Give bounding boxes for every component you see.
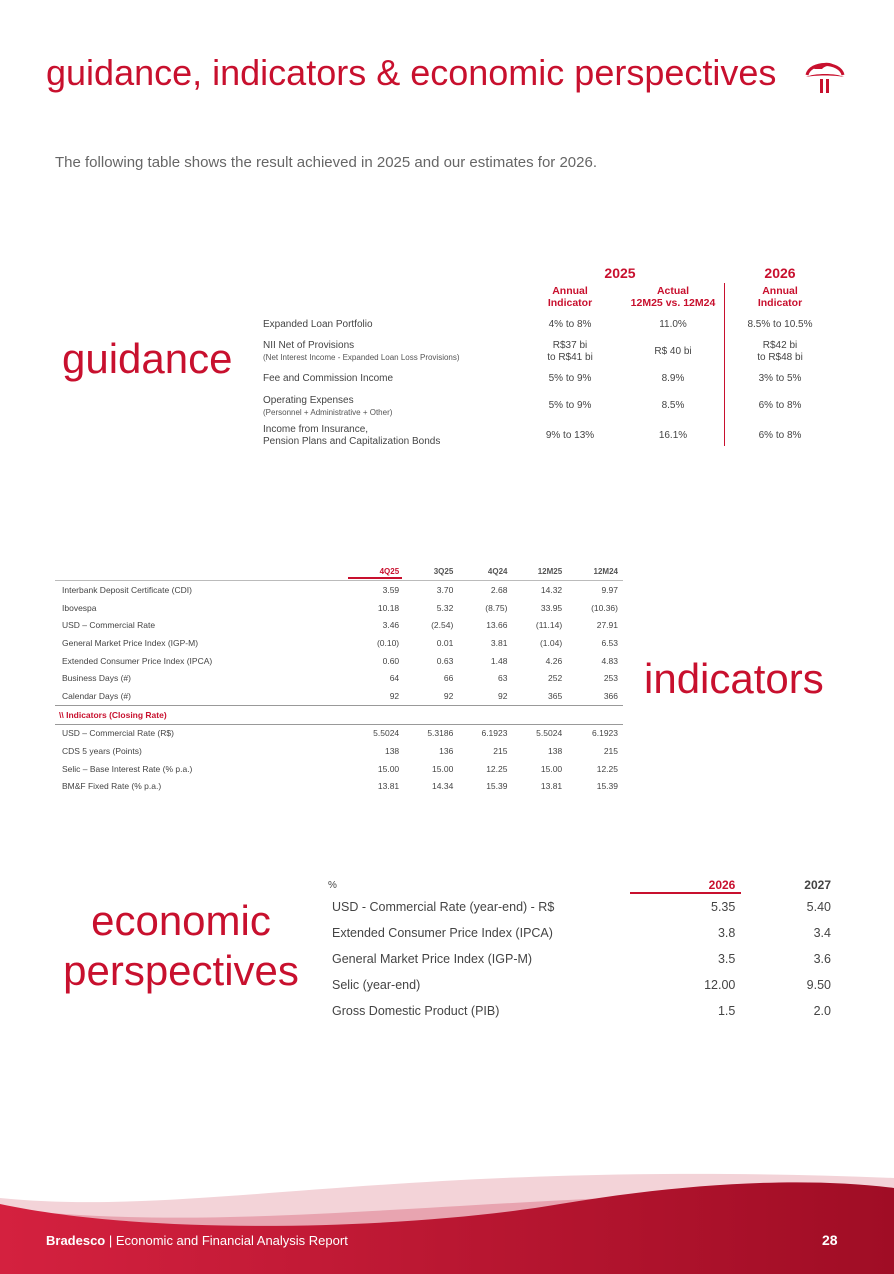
table-cell: 365 xyxy=(547,690,563,701)
table-cell: 0.60 xyxy=(382,655,400,666)
table-cell: 66 xyxy=(443,673,454,684)
table-header-row xyxy=(55,563,623,581)
unit-label: % xyxy=(328,879,337,891)
table-cell: 3.81 xyxy=(490,637,508,648)
table-cell: 5.35 xyxy=(711,900,736,914)
guidance-cell: 9% to 13% xyxy=(545,430,595,441)
indicators-table xyxy=(55,563,623,795)
table-cell: 9.50 xyxy=(806,978,831,992)
table-cell: 2.68 xyxy=(490,584,508,595)
row-label: USD - Commercial Rate (year-end) - R$ xyxy=(332,900,555,914)
table-row xyxy=(55,669,623,687)
table-cell: 3.8 xyxy=(717,926,736,940)
table-row xyxy=(326,946,835,972)
row-label: Extended Consumer Price Index (IPCA) xyxy=(332,926,553,940)
row-label: Selic (year-end) xyxy=(332,978,421,992)
table-row xyxy=(55,742,623,760)
row-label: USD – Commercial Rate xyxy=(62,620,156,631)
table-cell: 3.59 xyxy=(382,584,400,595)
table-row xyxy=(55,616,623,634)
table-cell: 15.00 xyxy=(540,763,563,774)
row-label: CDS 5 years (Points) xyxy=(62,746,142,757)
guidance-cell: 5% to 9% xyxy=(548,373,592,384)
table-row xyxy=(326,920,835,946)
table-cell: 64 xyxy=(389,673,400,684)
row-label: General Market Price Index (IGP-M) xyxy=(332,952,533,966)
year-2026-underline xyxy=(630,892,741,894)
table-cell: 9.97 xyxy=(601,584,618,595)
table-cell: 4.83 xyxy=(601,655,618,666)
table-cell: 3.4 xyxy=(813,926,831,940)
col-header: 2026 xyxy=(708,878,736,892)
table-cell: (10.36) xyxy=(591,602,618,613)
section-label: \\ Indicators (Closing Rate) xyxy=(55,705,623,724)
current-quarter-underline xyxy=(348,577,402,579)
table-cell: 13.81 xyxy=(377,781,400,792)
economic-perspectives-heading: economic perspectives xyxy=(63,897,299,994)
indicators-heading: indicators xyxy=(644,655,824,702)
table-cell: 14.34 xyxy=(432,781,454,792)
table-cell: 6.1923 xyxy=(592,728,618,739)
col-header: 4Q25 xyxy=(350,563,404,581)
table-cell: 252 xyxy=(547,673,563,684)
guidance-cell: 16.1% xyxy=(658,430,688,441)
table-cell: 1.48 xyxy=(490,655,508,666)
table-cell: 15.39 xyxy=(486,781,508,792)
table-cell: 1.5 xyxy=(717,1004,736,1018)
table-row xyxy=(55,652,623,670)
guidance-cell: 8.5% xyxy=(661,400,685,411)
table-cell: 12.25 xyxy=(486,763,508,774)
guidance-row-label: Expanded Loan Portfolio xyxy=(263,319,373,330)
guidance-row-label: Income from Insurance, Pension Plans and Capitalization Bonds xyxy=(263,424,441,447)
table-cell: (8.75) xyxy=(485,602,508,613)
table-cell: 10.18 xyxy=(377,602,400,613)
table-cell: 3.5 xyxy=(717,952,736,966)
table-row xyxy=(55,760,623,778)
col-header: 12M25 xyxy=(512,563,567,581)
section-row xyxy=(55,705,623,724)
table-cell: (1.04) xyxy=(539,637,563,648)
table-cell: 27.91 xyxy=(596,620,618,631)
table-cell: 0.01 xyxy=(436,637,454,648)
table-row xyxy=(326,972,835,998)
row-label: Selic – Base Interest Rate (% p.a.) xyxy=(62,763,193,774)
row-label: Calendar Days (#) xyxy=(62,690,131,701)
table-cell: 63 xyxy=(498,673,508,684)
table-cell: (2.54) xyxy=(431,620,454,631)
table-cell: 13.81 xyxy=(540,781,563,792)
table-cell: 15.39 xyxy=(596,781,618,792)
table-row xyxy=(326,894,835,920)
col-header: 12M24 xyxy=(567,563,623,581)
row-label: Interbank Deposit Certificate (CDI) xyxy=(62,584,192,595)
guidance-cell: 11.0% xyxy=(659,319,687,330)
table-cell: (11.14) xyxy=(535,620,563,631)
guidance-year-2026: 2026 xyxy=(764,265,796,281)
table-cell: 6.53 xyxy=(601,637,618,648)
table-cell: 3.46 xyxy=(382,620,400,631)
guidance-divider xyxy=(724,283,725,446)
footer-report-title: Bradesco | Economic and Financial Analysis Report xyxy=(46,1233,348,1248)
table-row xyxy=(326,998,835,1024)
bradesco-logo-icon xyxy=(802,53,848,95)
table-cell: 5.3186 xyxy=(427,728,454,739)
row-label: General Market Price Index (IGP-M) xyxy=(62,637,199,648)
guidance-col-actual: Actual 12M25 vs. 12M24 xyxy=(630,285,716,309)
guidance-cell: R$ 40 bi xyxy=(654,346,692,357)
col-header: 2027 xyxy=(804,878,831,892)
table-cell: 366 xyxy=(603,690,618,701)
table-cell: 92 xyxy=(389,690,400,701)
intro-text: The following table shows the result achieved in 2025 and our estimates for 2026. xyxy=(55,154,597,171)
col-header: 4Q24 xyxy=(458,563,512,581)
table-cell: 6.1923 xyxy=(481,728,508,739)
guidance-cell: R$37 bi to R$41 bi xyxy=(547,340,593,363)
table-cell: 3.70 xyxy=(436,584,454,595)
table-cell: 4.26 xyxy=(545,655,563,666)
row-label: USD – Commercial Rate (R$) xyxy=(62,728,174,739)
guidance-cell: 8.5% to 10.5% xyxy=(747,319,813,330)
table-row xyxy=(55,581,623,599)
guidance-year-2025: 2025 xyxy=(604,265,636,281)
guidance-row-label: NII Net of Provisions (Net Interest Income - Expanded Loan Loss Provisions) xyxy=(263,340,460,362)
table-cell: 14.32 xyxy=(540,584,563,595)
table-cell: 5.40 xyxy=(806,900,831,914)
row-label: Extended Consumer Price Index (IPCA) xyxy=(62,655,213,666)
guidance-cell: 4% to 8% xyxy=(548,319,592,330)
table-cell: 92 xyxy=(498,690,508,701)
guidance-cell: 5% to 9% xyxy=(548,400,592,411)
table-cell: 33.95 xyxy=(540,602,563,613)
row-label: Gross Domestic Product (PIB) xyxy=(332,1004,500,1018)
table-cell: 2.0 xyxy=(813,1004,831,1018)
page-number: 28 xyxy=(822,1232,838,1248)
guidance-cell: 3% to 5% xyxy=(758,373,802,384)
guidance-col-annual-2025: Annual Indicator xyxy=(547,285,593,309)
table-cell: 12.00 xyxy=(704,978,736,992)
guidance-col-annual-2026: Annual Indicator xyxy=(757,285,803,309)
row-label: Ibovespa xyxy=(62,602,97,613)
guidance-cell: 6% to 8% xyxy=(758,400,802,411)
table-header-row xyxy=(326,876,835,894)
col-header: 3Q25 xyxy=(404,563,458,581)
table-cell: 138 xyxy=(547,746,563,757)
table-cell: 215 xyxy=(603,746,618,757)
table-row xyxy=(55,687,623,705)
guidance-cell: 6% to 8% xyxy=(758,430,802,441)
row-label: BM&F Fixed Rate (% p.a.) xyxy=(62,781,162,792)
row-label: Business Days (#) xyxy=(62,673,131,684)
table-cell: (0.10) xyxy=(376,637,400,648)
economic-perspectives-table xyxy=(326,876,835,1024)
guidance-heading: guidance xyxy=(62,335,233,382)
page-title: guidance, indicators & economic perspectives xyxy=(46,52,777,93)
table-cell: 13.66 xyxy=(486,620,508,631)
table-row xyxy=(55,634,623,652)
table-cell: 138 xyxy=(384,746,400,757)
table-cell: 15.00 xyxy=(432,763,454,774)
guidance-row-label: Fee and Commission Income xyxy=(263,373,394,384)
table-cell: 5.32 xyxy=(436,602,454,613)
table-cell: 3.6 xyxy=(813,952,831,966)
table-cell: 136 xyxy=(439,746,454,757)
table-cell: 15.00 xyxy=(377,763,400,774)
guidance-cell: 8.9% xyxy=(661,373,685,384)
table-cell: 0.63 xyxy=(436,655,454,666)
table-cell: 215 xyxy=(493,746,508,757)
table-row xyxy=(55,599,623,617)
table-cell: 253 xyxy=(603,673,618,684)
table-cell: 92 xyxy=(443,690,454,701)
table-row xyxy=(55,778,623,796)
table-row xyxy=(55,724,623,742)
table-cell: 5.5024 xyxy=(536,728,563,739)
table-cell: 5.5024 xyxy=(373,728,400,739)
footer-wave-decoration xyxy=(0,1168,894,1274)
guidance-row-label: Operating Expenses (Personnel + Administrative + Other) xyxy=(263,395,393,417)
table-cell: 12.25 xyxy=(596,763,618,774)
guidance-cell: R$42 bi to R$48 bi xyxy=(757,340,803,363)
